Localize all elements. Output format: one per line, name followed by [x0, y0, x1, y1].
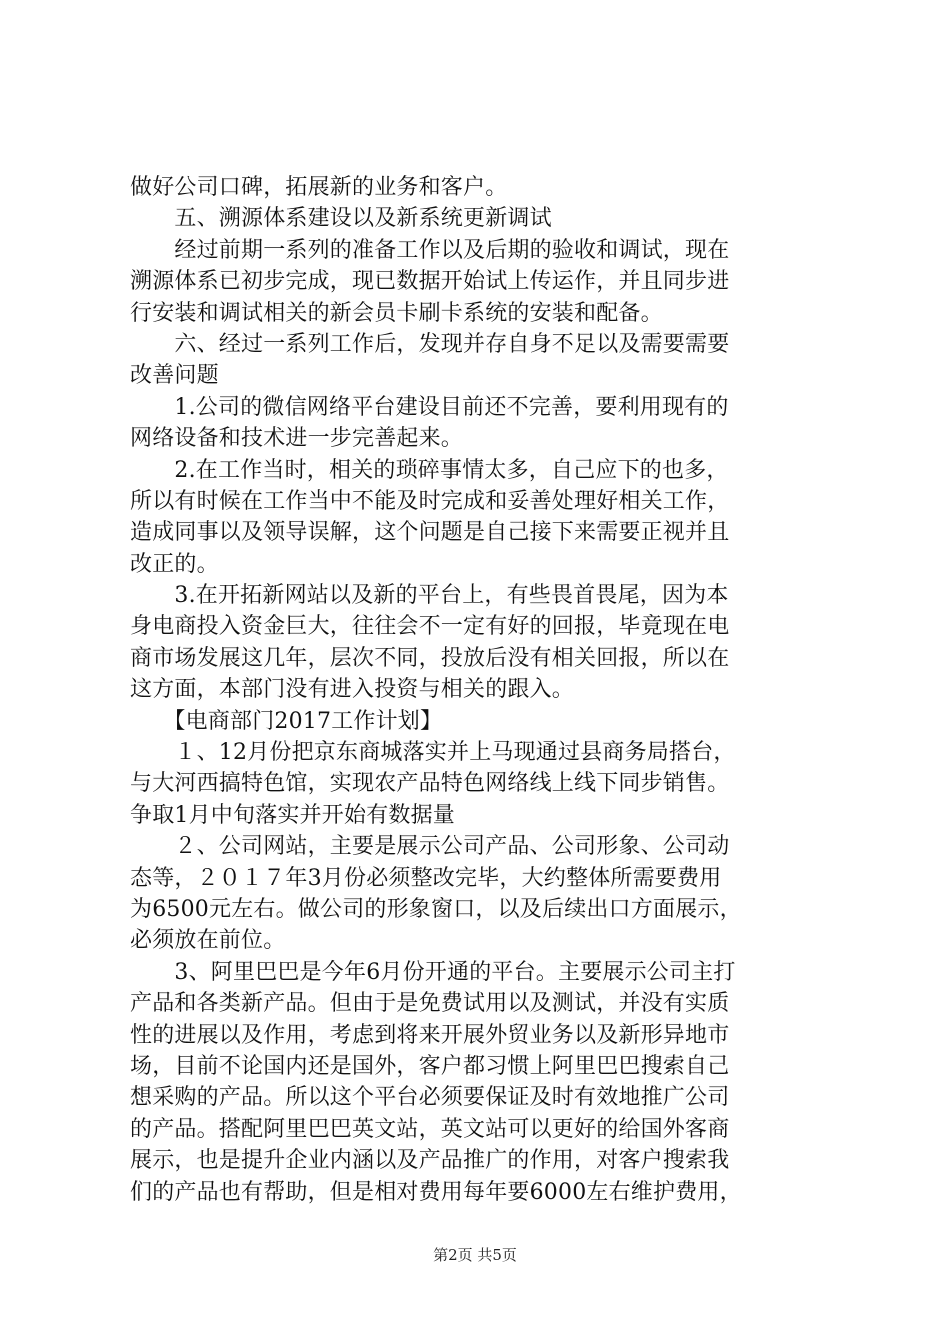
- text-line: 做好公司口碑，拓展新的业务和客户。: [130, 175, 508, 200]
- text-line: 场，目前不论国内还是国外，客户都习惯上阿里巴巴搜索自己: [130, 1053, 730, 1079]
- page-footer: [0, 1244, 950, 1265]
- text-line: 五、溯源体系建设以及新系统更新调试: [130, 206, 552, 232]
- text-line: 这方面，本部门没有进入投资与相关的跟入。: [130, 677, 575, 703]
- text-line: 经过前期一系列的准备工作以及后期的验收和调试，现在: [130, 237, 730, 263]
- text-line: 们的产品也有帮助，但是相对费用每年要6000左右维护费用，: [130, 1179, 742, 1205]
- text-line: 必须放在前位。: [130, 928, 286, 954]
- text-line: ２、公司网站，主要是展示公司产品、公司形象、公司动: [130, 834, 730, 860]
- text-line: １、12月份把京东商城落实并上马现通过县商务局搭台，: [130, 740, 736, 766]
- text-line: 行安装和调试相关的新会员卡刷卡系统的安装和配备。: [130, 300, 663, 326]
- text-line: 展示，也是提升企业内涵以及产品推广的作用，对客户搜索我: [130, 1148, 730, 1174]
- text-line: 争取1月中旬落实并开始有数据量: [130, 802, 455, 828]
- text-line: 想采购的产品。所以这个平台必须要保证及时有效地推广公司: [130, 1085, 730, 1111]
- text-line: 态等，２０１７年3月份必须整改完毕，大约整体所需要费用: [130, 865, 722, 891]
- text-line: 1.公司的微信网络平台建设目前还不完善，要利用现有的: [130, 394, 729, 420]
- text-line: 商市场发展这几年，层次不同，投放后没有相关回报，所以在: [130, 645, 730, 671]
- text-line: 改正的。: [130, 551, 219, 577]
- text-line: 性的进展以及作用，考虑到将来开展外贸业务以及新形异地市: [130, 1022, 730, 1048]
- text-line: 为6500元左右。做公司的形象窗口，以及后续出口方面展示，: [130, 896, 742, 922]
- text-line: 3.在开拓新网站以及新的平台上，有些畏首畏尾，因为本: [130, 583, 729, 609]
- text-line: 3、阿里巴巴是今年6月份开通的平台。主要展示公司主打: [130, 959, 736, 985]
- document-body: [130, 172, 830, 1208]
- text-line: 与大河西搞特色馆，实现农产品特色网络线上线下同步销售。: [130, 771, 730, 797]
- text-line: 2.在工作当时，相关的琐碎事情太多，自己应下的也多，: [130, 457, 729, 483]
- text-line: 改善问题: [130, 363, 219, 389]
- page-number-label: 第2页 共5页: [433, 1246, 517, 1264]
- text-line: 所以有时候在工作当中不能及时完成和妥善处理好相关工作，: [130, 488, 730, 514]
- text-line: 溯源体系已初步完成，现已数据开始试上传运作，并且同步进: [130, 269, 730, 295]
- text-line: 的产品。搭配阿里巴巴英文站，英文站可以更好的给国外客商: [130, 1116, 730, 1142]
- text-line: 造成同事以及领导误解，这个问题是自己接下来需要正视并且: [130, 520, 730, 546]
- text-line: 六、经过一系列工作后，发现并存自身不足以及需要需要: [130, 331, 730, 357]
- text-line: 产品和各类新产品。但由于是免费试用以及测试，并没有实质: [130, 991, 730, 1017]
- text-line: 网络设备和技术进一步完善起来。: [130, 426, 464, 452]
- text-line: 身电商投入资金巨大，往往会不一定有好的回报，毕竟现在电: [130, 614, 730, 640]
- text-line: 【电商部门2017工作计划】: [130, 708, 443, 734]
